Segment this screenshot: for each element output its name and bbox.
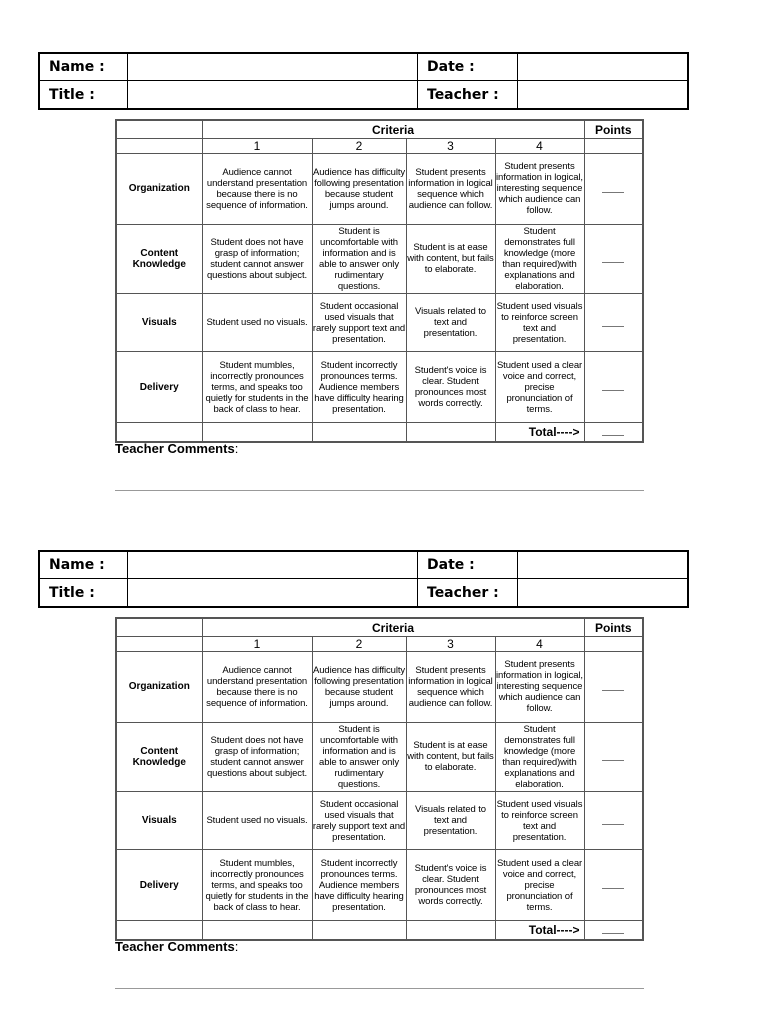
criteria-cell: Student is uncomfortable with information and is able to answer only rudimentary questions.	[312, 224, 406, 293]
date-label: Date :	[418, 54, 518, 81]
student-info-table	[38, 550, 689, 608]
criteria-header: Criteria	[202, 618, 584, 637]
criteria-cell: Visuals related to text and presentation.	[406, 294, 495, 352]
rubric-table	[115, 119, 644, 443]
teacher-field[interactable]	[518, 81, 687, 108]
points-blank[interactable]	[584, 294, 643, 352]
rubric-total-row	[116, 422, 643, 442]
rubric-form	[0, 498, 768, 998]
criteria-cell: Student presents information in logical sequence which audience can follow.	[406, 154, 495, 224]
teacher-comments-text: Teacher Comments	[115, 939, 235, 954]
level-4-header: 4	[495, 139, 584, 154]
points-line	[602, 759, 624, 761]
criteria-cell: Student used visuals to reinforce screen text and presentation.	[495, 792, 584, 850]
total-empty	[202, 422, 312, 442]
date-field[interactable]	[518, 54, 687, 81]
points-line	[602, 389, 624, 391]
criteria-cell: Student demonstrates full knowledge (more than required)with explanations and elaboration.	[495, 224, 584, 293]
total-label: Total---->	[495, 920, 584, 940]
points-header: Points	[584, 618, 643, 637]
criteria-cell: Audience cannot understand presentation because there is no sequence of information.	[202, 154, 312, 224]
category-label: Content Knowledge	[116, 722, 202, 791]
points-line	[602, 325, 624, 327]
rubric-row-organization	[116, 154, 643, 224]
teacher-label: Teacher :	[418, 579, 518, 606]
rubric-row-organization	[116, 652, 643, 722]
points-blank[interactable]	[584, 352, 643, 422]
rubric-row-content-knowledge	[116, 224, 643, 293]
criteria-cell: Student mumbles, incorrectly pronounces terms, and speaks too quietly for students in the back of class to hear.	[202, 850, 312, 920]
points-line	[602, 434, 624, 436]
date-label: Date :	[418, 552, 518, 579]
criteria-cell: Student's voice is clear. Student pronounces most words correctly.	[406, 850, 495, 920]
category-label: Delivery	[116, 850, 202, 920]
criteria-cell: Student presents information in logical sequence which audience can follow.	[406, 652, 495, 722]
criteria-cell: Student incorrectly pronounces terms. Audience members have difficulty hearing presentation.	[312, 850, 406, 920]
criteria-cell: Visuals related to text and presentation.	[406, 792, 495, 850]
category-label: Visuals	[116, 792, 202, 850]
comment-writing-line[interactable]	[115, 988, 644, 989]
category-label: Visuals	[116, 294, 202, 352]
teacher-comments-label	[115, 441, 238, 456]
points-blank[interactable]	[584, 722, 643, 791]
points-line	[602, 823, 624, 825]
criteria-cell: Student is at ease with content, but fails to elaborate.	[406, 224, 495, 293]
criteria-cell: Student presents information in logical, interesting sequence which audience can follow.	[495, 154, 584, 224]
level-1-header: 1	[202, 139, 312, 154]
level-3-header: 3	[406, 637, 495, 652]
criteria-cell: Student occasional used visuals that rarely support text and presentation.	[312, 792, 406, 850]
points-blank[interactable]	[584, 154, 643, 224]
points-blank[interactable]	[584, 652, 643, 722]
criteria-cell: Audience cannot understand presentation because there is no sequence of information.	[202, 652, 312, 722]
total-empty	[202, 920, 312, 940]
points-line	[602, 689, 624, 691]
criteria-cell: Audience has difficulty following presentation because student jumps around.	[312, 154, 406, 224]
criteria-cell: Student used no visuals.	[202, 294, 312, 352]
points-line	[602, 887, 624, 889]
criteria-cell: Student occasional used visuals that rarely support text and presentation.	[312, 294, 406, 352]
rubric-total-row	[116, 920, 643, 940]
rubric-row-content-knowledge	[116, 722, 643, 791]
criteria-cell: Student used a clear voice and correct, precise pronunciation of terms.	[495, 850, 584, 920]
category-label: Organization	[116, 652, 202, 722]
total-empty	[312, 422, 406, 442]
points-blank[interactable]	[584, 850, 643, 920]
criteria-cell: Student incorrectly pronounces terms. Audience members have difficulty hearing presentation.	[312, 352, 406, 422]
points-line	[602, 191, 624, 193]
points-line	[602, 261, 624, 263]
criteria-cell: Student demonstrates full knowledge (more than required)with explanations and elaboration.	[495, 722, 584, 791]
total-points-blank[interactable]	[584, 920, 643, 940]
level-3-header: 3	[406, 139, 495, 154]
title-label: Title :	[40, 579, 128, 606]
total-empty	[312, 920, 406, 940]
level-1-header: 1	[202, 637, 312, 652]
criteria-cell: Student presents information in logical, interesting sequence which audience can follow.	[495, 652, 584, 722]
points-line	[602, 932, 624, 934]
rubric-corner	[116, 618, 202, 637]
category-label: Delivery	[116, 352, 202, 422]
teacher-comments-text: Teacher Comments	[115, 441, 235, 456]
rubric-row-visuals	[116, 792, 643, 850]
level-2-header: 2	[312, 637, 406, 652]
title-field[interactable]	[128, 579, 418, 606]
criteria-cell: Student used visuals to reinforce screen text and presentation.	[495, 294, 584, 352]
title-label: Title :	[40, 81, 128, 108]
criteria-cell: Student is uncomfortable with information and is able to answer only rudimentary questions.	[312, 722, 406, 791]
name-field[interactable]	[128, 552, 418, 579]
criteria-cell: Student used a clear voice and correct, precise pronunciation of terms.	[495, 352, 584, 422]
points-blank[interactable]	[584, 224, 643, 293]
date-field[interactable]	[518, 552, 687, 579]
rubric-table	[115, 617, 644, 941]
criteria-header: Criteria	[202, 120, 584, 139]
total-label: Total---->	[495, 422, 584, 442]
rubric-row-visuals	[116, 294, 643, 352]
total-empty	[116, 422, 202, 442]
category-label: Content Knowledge	[116, 224, 202, 293]
criteria-cell: Student mumbles, incorrectly pronounces terms, and speaks too quietly for students in the back of class to hear.	[202, 352, 312, 422]
rubric-form	[0, 0, 768, 500]
total-points-blank[interactable]	[584, 422, 643, 442]
title-field[interactable]	[128, 81, 418, 108]
total-empty	[406, 920, 495, 940]
points-corner	[584, 637, 643, 652]
student-info-table	[38, 52, 689, 110]
name-field[interactable]	[128, 54, 418, 81]
name-label: Name :	[40, 552, 128, 579]
rubric-row-delivery	[116, 850, 643, 920]
criteria-cell: Audience has difficulty following presentation because student jumps around.	[312, 652, 406, 722]
name-label: Name :	[40, 54, 128, 81]
total-empty	[406, 422, 495, 442]
teacher-comments-label	[115, 939, 238, 954]
rubric-corner	[116, 120, 202, 139]
total-empty	[116, 920, 202, 940]
criteria-cell: Student's voice is clear. Student pronounces most words correctly.	[406, 352, 495, 422]
rubric-row-delivery	[116, 352, 643, 422]
points-blank[interactable]	[584, 792, 643, 850]
criteria-cell: Student does not have grasp of information; student cannot answer questions about subject.	[202, 224, 312, 293]
level-2-header: 2	[312, 139, 406, 154]
teacher-label: Teacher :	[418, 81, 518, 108]
teacher-comments-colon: :	[234, 939, 239, 954]
criteria-cell: Student used no visuals.	[202, 792, 312, 850]
criteria-cell: Student does not have grasp of information; student cannot answer questions about subject.	[202, 722, 312, 791]
level-4-header: 4	[495, 637, 584, 652]
teacher-comments-colon: :	[234, 441, 239, 456]
level-corner	[116, 139, 202, 154]
level-corner	[116, 637, 202, 652]
teacher-field[interactable]	[518, 579, 687, 606]
category-label: Organization	[116, 154, 202, 224]
points-corner	[584, 139, 643, 154]
points-header: Points	[584, 120, 643, 139]
comment-writing-line[interactable]	[115, 490, 644, 491]
criteria-cell: Student is at ease with content, but fails to elaborate.	[406, 722, 495, 791]
